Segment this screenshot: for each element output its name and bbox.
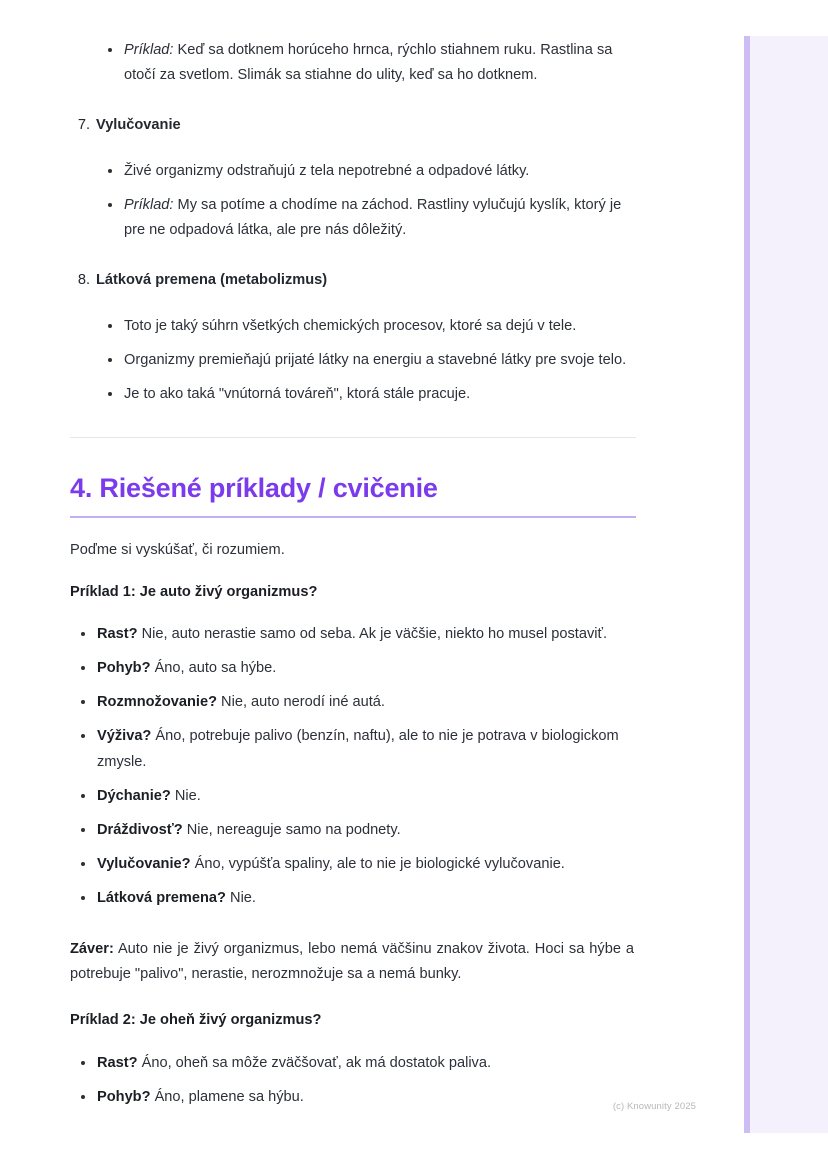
list-item — [97, 1085, 644, 1110]
list-item-text: Áno, auto sa hýbe. — [150, 660, 277, 677]
list-item — [124, 382, 634, 407]
list-item — [124, 159, 634, 184]
page-title: 4. Riešené príklady / cvičenie — [70, 472, 438, 503]
list-item-text: Nie. — [225, 889, 256, 906]
numbered-heading-label: Látková premena (metabolizmus) — [96, 272, 328, 289]
bullet-list-continued — [124, 38, 634, 88]
spacer — [0, 1033, 704, 1051]
list-item-text: Áno, oheň sa môže zväčšovať, ak má dostatok paliva. — [137, 1054, 492, 1071]
example-label: Príklad: — [124, 196, 174, 213]
list-item-text: Živé organizmy odstraňujú z tela nepotrebné a odpadové látky. — [124, 162, 530, 179]
spacer — [0, 604, 704, 622]
example1-heading: Príklad 1: Je auto živý organizmus? — [70, 583, 318, 600]
list-item-text: Toto je taký súhrn všetkých chemických procesov, ktoré sa dejú v tele. — [124, 317, 577, 334]
example2-heading: Príklad 2: Je oheň živý organizmus? — [70, 1012, 322, 1029]
right-side-panel — [744, 36, 828, 1133]
list-item-text: Organizmy premieňajú prijaté látky na energiu a stavebné látky pre svoje telo. — [124, 351, 627, 368]
list-item — [97, 1051, 644, 1076]
term-label: Pohyb? — [97, 1088, 151, 1105]
spacer — [0, 518, 704, 538]
spacer — [0, 563, 704, 581]
list-item — [97, 622, 644, 647]
list-item-text: Nie, auto nerastie samo od seba. Ak je väčšie, niekto ho musel postaviť. — [137, 626, 608, 643]
list-item-text: Nie. — [170, 787, 201, 804]
example-label: Príklad: — [124, 42, 174, 58]
list-item — [97, 656, 644, 681]
spacer — [0, 438, 704, 472]
right-side-accent-stripe — [744, 36, 750, 1133]
conclusion-label: Záver: — [70, 941, 114, 957]
list-item — [97, 690, 644, 715]
spacer — [0, 243, 704, 269]
term-label: Látková premena? — [97, 889, 226, 906]
numbered-heading-label: Vylučovanie — [96, 117, 181, 134]
list-item — [124, 314, 634, 339]
list-item — [97, 784, 644, 809]
numbered-heading-7 — [70, 114, 704, 137]
list-item — [124, 38, 634, 88]
term-label: Výživa? — [97, 728, 152, 745]
spacer — [0, 407, 704, 437]
spacer — [0, 987, 704, 1009]
spacer — [0, 88, 704, 114]
term-label: Rozmnožovanie? — [97, 694, 217, 711]
list-item — [97, 852, 644, 877]
spacer-top — [0, 0, 704, 38]
list-item-text: Nie, auto nerodí iné autá. — [217, 694, 385, 711]
spacer — [0, 911, 704, 937]
list-item — [124, 348, 634, 373]
term-label: Vylučovanie? — [97, 855, 191, 872]
list-item — [97, 724, 644, 774]
example2-list — [97, 1051, 644, 1110]
term-label: Rast? — [97, 626, 138, 643]
list-item-text: Áno, potrebuje palivo (benzín, naftu), ale to nie je potrava v biologickom zmysle. — [97, 728, 619, 770]
term-label: Pohyb? — [97, 660, 151, 677]
list-item-text: Keď sa dotknem horúceho hrnca, rýchlo stiahnem ruku. Rastlina sa otočí za svetlom. Slimák sa stiahne do ulity, keď sa ho dotknem. — [124, 42, 613, 84]
term-label: Dráždivosť? — [97, 821, 183, 838]
numbered-heading-8 — [70, 269, 704, 292]
spacer — [0, 506, 704, 516]
example1-list — [97, 622, 644, 911]
list-item-text: Áno, vypúšťa spaliny, ale to nie je biologické vylučovanie. — [190, 855, 565, 872]
list-item — [97, 818, 644, 843]
spacer — [0, 137, 704, 159]
bullet-list-8 — [124, 314, 634, 407]
list-number: 8. — [77, 272, 90, 289]
bullet-list-7 — [124, 159, 634, 243]
term-label: Rast? — [97, 1054, 138, 1071]
list-number: 7. — [77, 117, 90, 134]
spacer — [0, 292, 704, 314]
footer-watermark: (c) Knowunity 2025 — [612, 1101, 696, 1112]
term-label: Dýchanie? — [97, 787, 171, 804]
list-item-text: Nie, nereaguje samo na podnety. — [182, 821, 401, 838]
example1-conclusion — [70, 937, 634, 987]
list-item-text: Áno, plamene sa hýbu. — [150, 1088, 304, 1105]
list-item-text: Je to ako taká "vnútorná továreň", ktorá stále pracuje. — [124, 385, 471, 402]
list-item-text: My sa potíme a chodíme na záchod. Rastliny vylučujú kyslík, ktorý je pre ne odpadová látka, ale pre nás dôležitý. — [124, 196, 622, 238]
list-item — [124, 193, 634, 243]
conclusion-text: Auto nie je živý organizmus, lebo nemá väčšinu znakov života. Hoci sa hýbe a potrebuje "palivo", nerastie, nerozmnožuje sa a nemá bunky. — [70, 941, 634, 983]
list-item — [97, 886, 644, 911]
section-intro-text: Poďme si vyskúšať, či rozumiem. — [70, 541, 285, 558]
